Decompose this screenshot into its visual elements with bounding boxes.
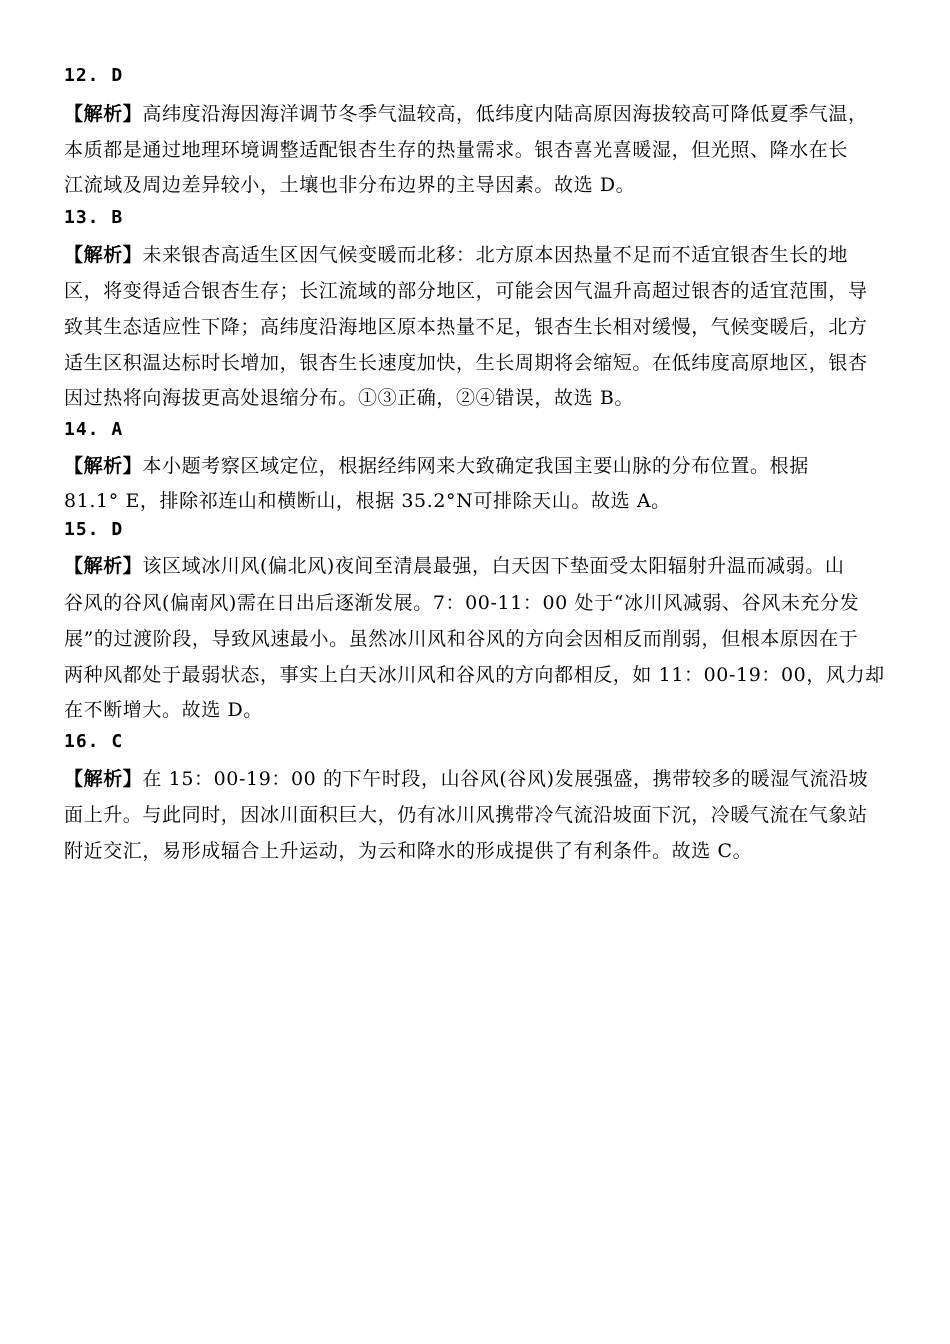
explanation-tag: 【解析】 <box>64 455 143 477</box>
explanation-line: 因过热将向海拔更高处退缩分布。①③正确，②④错误，故选 B。 <box>64 387 635 409</box>
question-number: 16. C <box>64 731 124 752</box>
explanation-line: 谷风的谷风(偏南风)需在日出后逐渐发展。7：00-11：00 处于“冰川风减弱、谷风未充分发 <box>64 592 860 614</box>
explanation-line: 两种风都处于最弱状态，事实上白天冰川风和谷风的方向都相反，如 11：00-19：00，风力却 <box>64 664 885 686</box>
explanation-line <box>64 454 809 478</box>
explanation-line: 致其生态适应性下降；高纬度沿海地区原本热量不足，银杏生长相对缓慢，气候变暖后，北方 <box>64 316 868 338</box>
explanation-line: 区，将变得适合银杏生存；长江流域的部分地区，可能会因气温升高超过银杏的适宜范围，导 <box>64 280 868 302</box>
explanation-text: 高纬度沿海因海洋调节冬季气温较高，低纬度内陆高原因海拔较高可降低夏季气温， <box>142 103 868 125</box>
explanation-text: 在 15：00-19：00 的下午时段，山谷风(谷风)发展强盛，携带较多的暖湿气流沿坡 <box>142 768 869 790</box>
question-number: 12. D <box>64 65 124 86</box>
explanation-text: 该区域冰川风(偏北风)夜间至清晨最强，白天因下垫面受太阳辐射升温而减弱。山 <box>142 555 845 577</box>
explanation-line: 本质都是通过地理环境调整适配银杏生存的热量需求。银杏喜光喜暖湿，但光照、降水在长 <box>64 139 849 161</box>
explanation-line: 81.1° E，排除祁连山和横断山，根据 35.2°N可排除天山。故选 A。 <box>64 490 671 512</box>
explanation-line: 适生区积温达标时长增加，银杏生长速度加快，生长周期将会缩短。在低纬度高原地区，银杏 <box>64 352 868 374</box>
explanation-line: 在不断增大。故选 D。 <box>64 699 263 721</box>
explanation-line <box>64 554 844 578</box>
explanation-line: 展”的过渡阶段，导致风速最小。虽然冰川风和谷风的方向会因相反而削弱，但根本原因在于 <box>64 628 859 650</box>
question-number: 13. B <box>64 207 124 228</box>
explanation-line <box>64 243 848 267</box>
question-number: 14. A <box>64 419 124 440</box>
explanation-text: 本小题考察区域定位，根据经纬网来大致确定我国主要山脉的分布位置。根据 <box>142 455 809 477</box>
explanation-tag: 【解析】 <box>64 768 143 790</box>
explanation-tag: 【解析】 <box>64 555 143 577</box>
explanation-text: 未来银杏高适生区因气候变暖而北移：北方原本因热量不足而不适宜银杏生长的地 <box>142 244 849 266</box>
explanation-line: 附近交汇，易形成辐合上升运动，为云和降水的形成提供了有利条件。故选 C。 <box>64 840 753 862</box>
explanation-line <box>64 767 868 791</box>
explanation-line <box>64 102 868 126</box>
explanation-tag: 【解析】 <box>64 103 143 125</box>
explanation-tag: 【解析】 <box>64 244 143 266</box>
explanation-line: 面上升。与此同时，因冰川面积巨大，仍有冰川风携带冷气流沿坡面下沉，冷暖气流在气象站 <box>64 804 868 826</box>
explanation-line: 江流域及周边差异较小，土壤也非分布边界的主导因素。故选 D。 <box>64 174 636 196</box>
question-number: 15. D <box>64 519 124 540</box>
